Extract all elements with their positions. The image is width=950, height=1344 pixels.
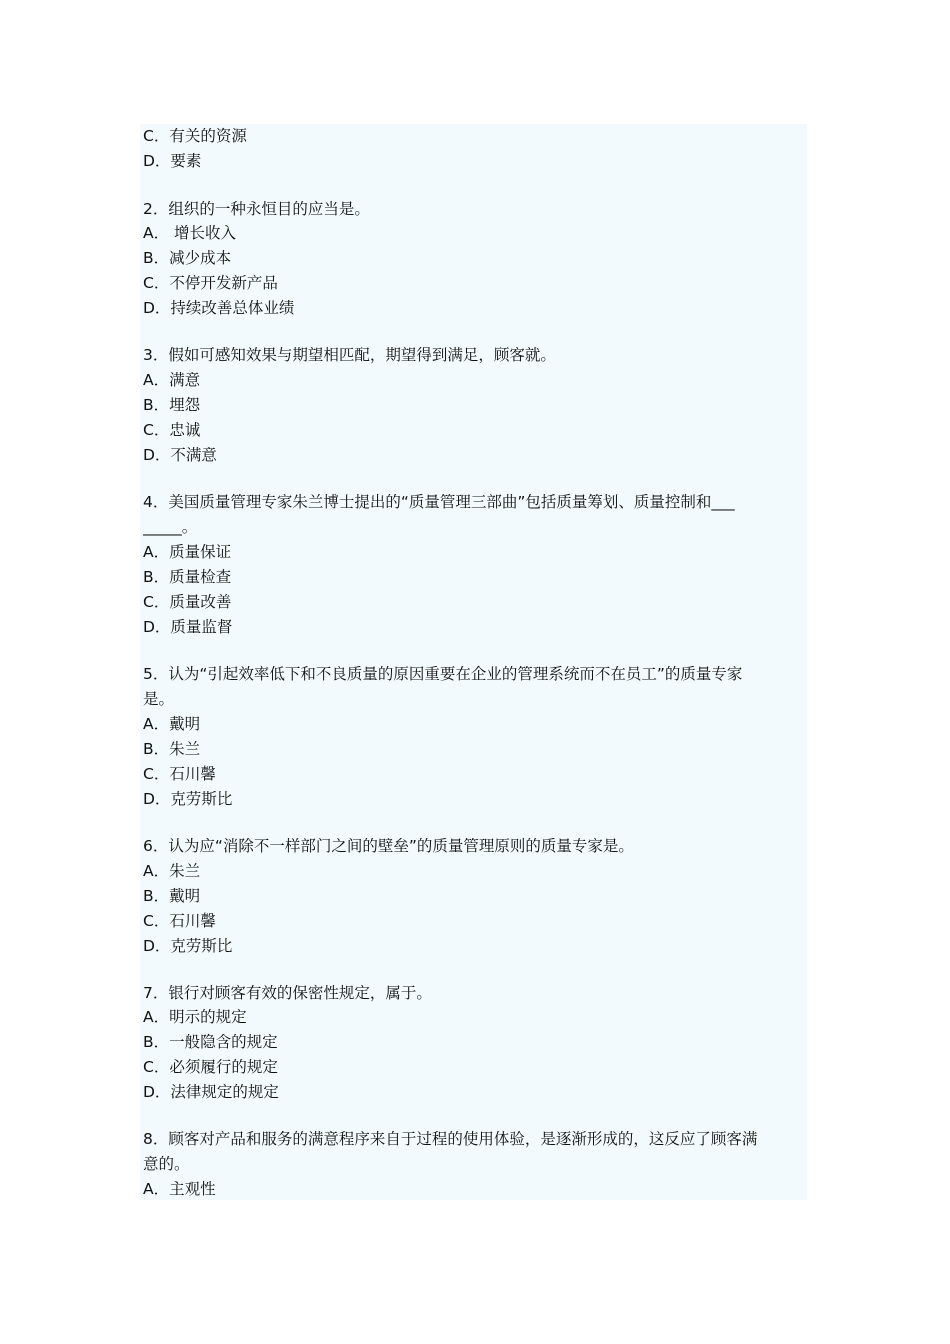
question-8: 8．顾客对产品和服务的满意程序来自于过程的使用体验，是逐渐形成的，这反应了顾客满 [143, 1130, 758, 1148]
question-6: 6．认为应“消除不一样部门之间的壁垒”的质量管理原则的质量专家是。 [143, 837, 634, 855]
option-c: C．必须履行的规定 [143, 1058, 278, 1076]
option-c: C．石川馨 [143, 765, 216, 783]
option-d: D．克劳斯比 [143, 790, 233, 808]
option-d: D．持续改善总体业绩 [143, 299, 295, 317]
question-3: 3．假如可感知效果与期望相匹配，期望得到满足，顾客就。 [143, 346, 556, 364]
option-a: A．质量保证 [143, 543, 232, 561]
option-a: A．满意 [143, 371, 201, 389]
option-b: B．埋怨 [143, 396, 201, 414]
question-5: 5．认为“引起效率低下和不良质量的原因重要在企业的管理系统而不在员工”的质量专家 [143, 665, 743, 683]
option-a: A．主观性 [143, 1180, 216, 1198]
question-4: 4．美国质量管理专家朱兰博士提出的“质量管理三部曲”包括质量筹划、质量控制和___ [143, 493, 735, 511]
option-b: B．戴明 [143, 887, 201, 905]
option-c: C．石川馨 [143, 912, 216, 930]
option-b: B．朱兰 [143, 740, 201, 758]
option-b: B．质量检查 [143, 568, 232, 586]
question-5-continued: 是。 [143, 690, 175, 708]
option-d: D．不满意 [143, 446, 217, 464]
question-8-continued: 意的。 [143, 1155, 190, 1173]
option-a: A．戴明 [143, 715, 201, 733]
option-b: B．一般隐含的规定 [143, 1033, 278, 1051]
question-2: 2．组织的一种永恒目的应当是。 [143, 200, 370, 218]
option-b: B．减少成本 [143, 249, 232, 267]
option-a: A．明示的规定 [143, 1008, 247, 1026]
option-c: C．质量改善 [143, 593, 232, 611]
question-7: 7．银行对顾客有效的保密性规定，属于。 [143, 984, 432, 1002]
question-4-continued: _____。 [143, 518, 198, 536]
document-page [140, 124, 807, 1200]
option-c: C．不停开发新产品 [143, 274, 278, 292]
option-d: D．质量监督 [143, 618, 233, 636]
option-a: A．朱兰 [143, 862, 201, 880]
option-a: A． 增长收入 [143, 224, 237, 242]
option-c: C．有关的资源 [143, 127, 247, 145]
option-c: C．忠诚 [143, 421, 201, 439]
option-d: D．克劳斯比 [143, 937, 233, 955]
option-d: D．法律规定的规定 [143, 1083, 279, 1101]
option-d: D．要素 [143, 152, 202, 170]
